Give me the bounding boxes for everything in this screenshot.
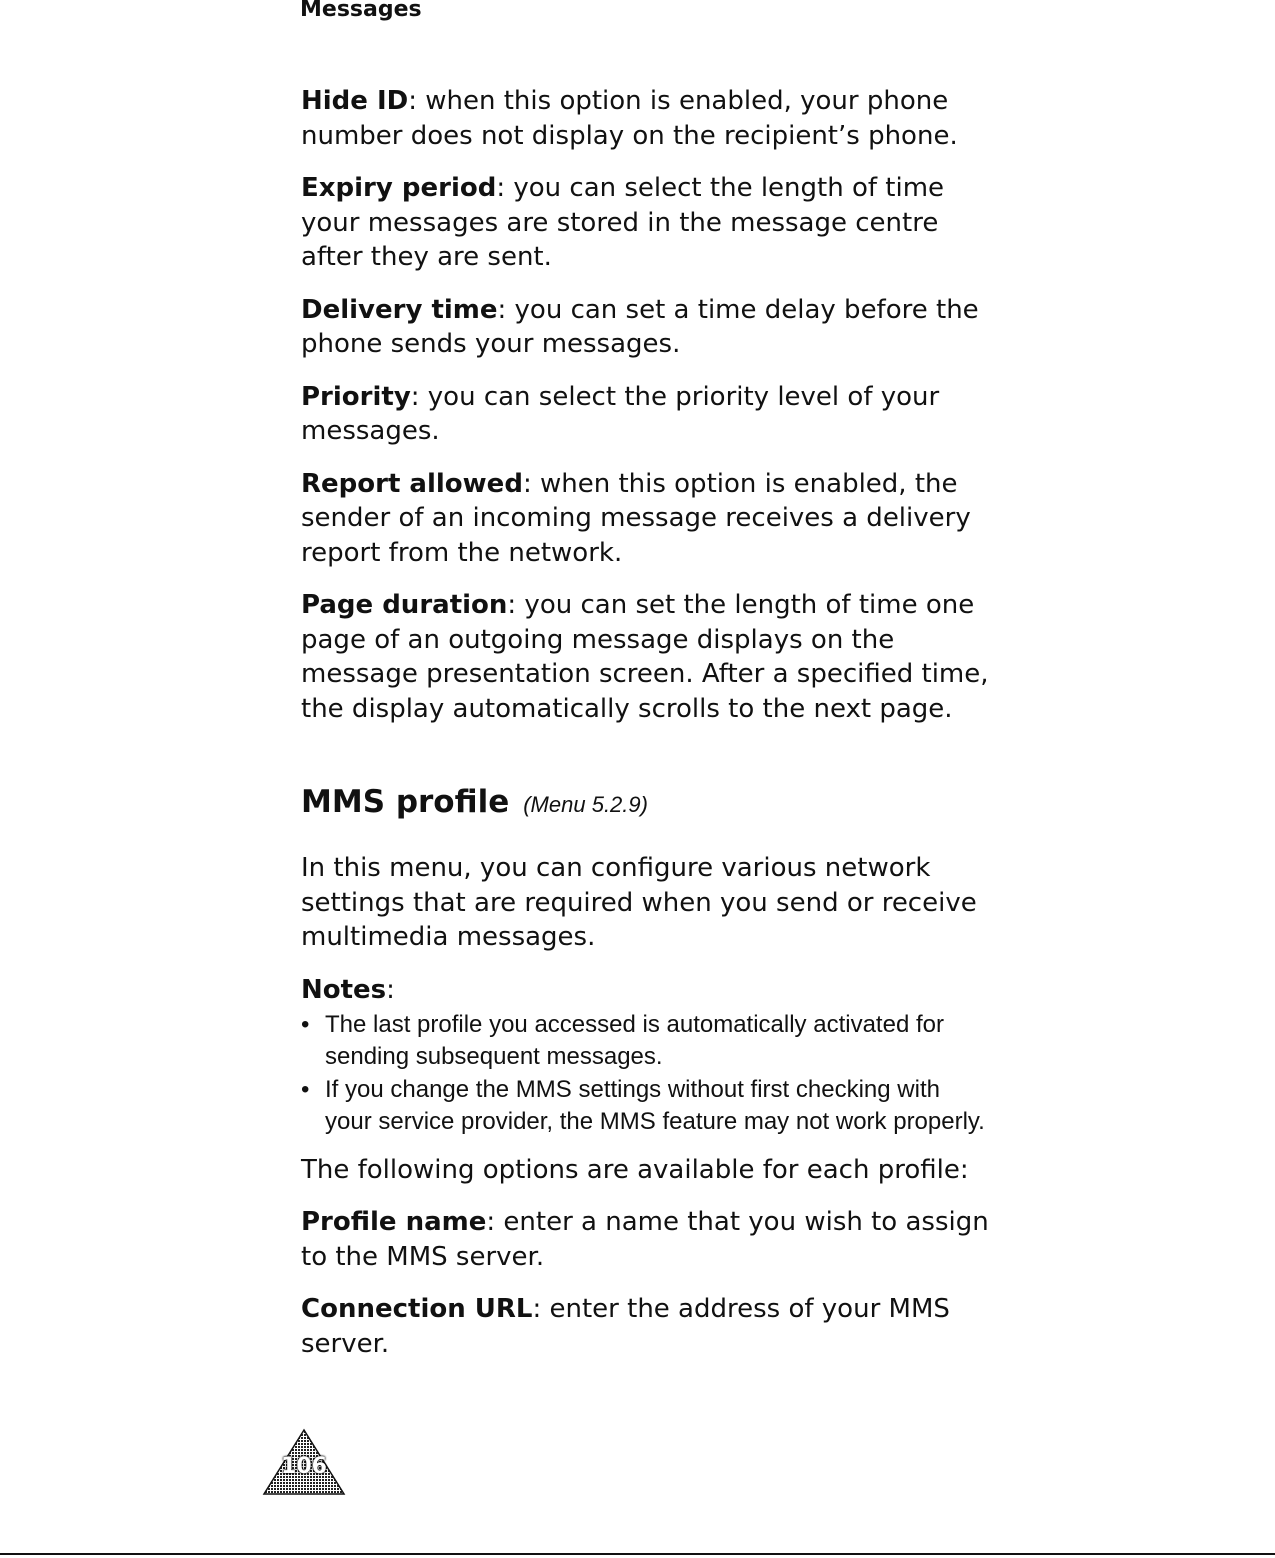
option-term: Priority: [301, 381, 411, 412]
option-description: : enter a name that you wish to assign to the MMS server.: [301, 1207, 989, 1272]
option-description: : you can set a time delay before the phone sends your messages.: [301, 294, 979, 359]
option-hide-id: [301, 84, 991, 153]
option-description: : you can select the length of time your messages are stored in the message centre after they are sent.: [301, 173, 945, 272]
section-intro: In this menu, you can configure various network settings that are required when you send or receive multimedia messages.: [301, 853, 977, 952]
running-header: Messages: [300, 0, 422, 22]
page-number: 106: [281, 1454, 327, 1479]
options-intro: The following options are available for each profile:: [301, 1154, 969, 1185]
page-content: [301, 84, 991, 1379]
note-text: If you change the MMS settings without first checking with your service provider, the MMS feature may not work properly.: [325, 1075, 985, 1135]
option-term: Report allowed: [301, 468, 523, 499]
notes-label-colon: :: [386, 974, 395, 1005]
menu-reference: (Menu 5.2.9): [523, 792, 648, 817]
option-profile-name: [301, 1205, 991, 1274]
option-description: : when this option is enabled, your phone number does not display on the recipient’s phone.: [301, 86, 958, 151]
notes-list: [301, 1009, 991, 1139]
page-number-badge: [262, 1428, 346, 1496]
option-connection-url: [301, 1292, 991, 1361]
option-description: : when this option is enabled, the sender of an incoming message receives a delivery report from the network.: [301, 468, 971, 568]
note-item: [301, 1009, 991, 1074]
note-item: [301, 1074, 991, 1139]
option-report-allowed: [301, 467, 991, 571]
option-description: : enter the address of your MMS server.: [301, 1294, 950, 1359]
option-description: : you can set the length of time one page of an outgoing message displays on the message presentation screen. After a specified time, the display automatically scrolls to the next page.: [301, 590, 989, 724]
option-priority: [301, 380, 991, 449]
note-text: The last profile you accessed is automatically activated for sending subsequent messages.: [325, 1010, 944, 1070]
bullet-icon: •: [301, 1075, 310, 1103]
option-term: Connection URL: [301, 1294, 533, 1324]
option-delivery-time: [301, 293, 991, 362]
section-heading-mms-profile: [301, 780, 991, 827]
option-term: Delivery time: [301, 294, 498, 325]
notes-label: [301, 973, 991, 1007]
option-term: Page duration: [301, 590, 508, 620]
option-term: Hide ID: [301, 86, 409, 116]
bullet-icon: •: [301, 1010, 310, 1038]
option-page-duration: [301, 588, 991, 726]
bottom-divider: [0, 1553, 1275, 1555]
section-title: MMS profile: [301, 784, 510, 820]
option-term: Expiry period: [301, 173, 497, 203]
option-description: : you can select the priority level of your messages.: [301, 381, 940, 446]
notes-label-text: Notes: [301, 974, 387, 1005]
option-expiry-period: [301, 171, 991, 275]
option-term: Profile name: [301, 1207, 487, 1237]
